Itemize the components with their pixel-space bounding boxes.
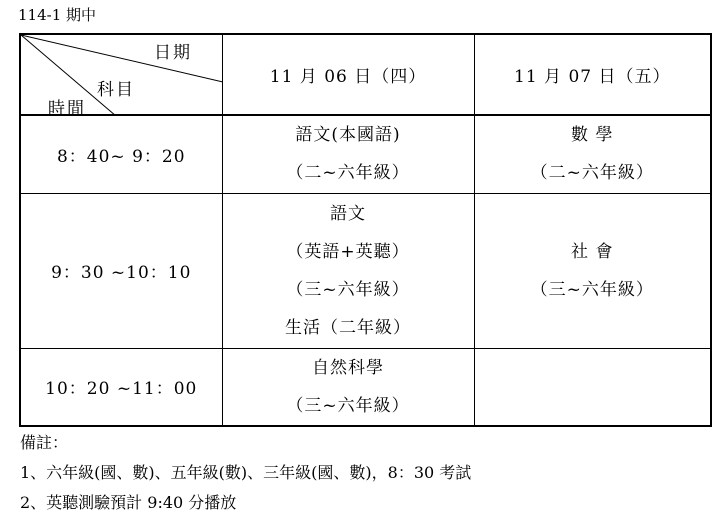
subject-line: 社 會 bbox=[571, 241, 614, 262]
notes-heading: 備註： bbox=[20, 433, 69, 452]
date-header-2: 11 月 07 日（五） bbox=[474, 34, 711, 115]
subject-line: （二~六年級） bbox=[286, 163, 410, 184]
table-row bbox=[20, 193, 711, 348]
date-header-1: 11 月 06 日（四） bbox=[222, 34, 474, 115]
time-cell: 10：20 ~11：00 bbox=[20, 348, 222, 426]
subject-line: 語文 bbox=[330, 203, 366, 224]
subject-cell bbox=[474, 193, 711, 348]
subject-cell bbox=[474, 115, 711, 193]
subject-corner-label: 科目 bbox=[97, 80, 135, 100]
empty-cell bbox=[474, 348, 711, 426]
table-row bbox=[20, 115, 711, 193]
note-item: 2、英聽測驗預計 9:40 分播放 bbox=[20, 493, 237, 512]
page-title: 114-1 期中 bbox=[18, 6, 97, 24]
subject-cell bbox=[222, 348, 474, 426]
exam-schedule-table bbox=[19, 33, 712, 427]
time-cell: 8：40~ 9：20 bbox=[20, 115, 222, 193]
subject-line: （二~六年級） bbox=[530, 163, 654, 184]
table-row bbox=[20, 348, 711, 426]
table-header-row bbox=[20, 34, 711, 115]
corner-header-cell bbox=[20, 34, 222, 119]
notes-section bbox=[20, 428, 471, 518]
subject-line: 語文(本國語) bbox=[295, 125, 401, 146]
time-corner-label: 時間 bbox=[48, 99, 86, 119]
subject-line: （三~六年級） bbox=[530, 279, 654, 300]
date-corner-label: 日期 bbox=[154, 43, 192, 63]
time-cell: 9：30 ~10：10 bbox=[20, 193, 222, 348]
subject-cell bbox=[222, 193, 474, 348]
note-item: 1、六年級(國、數)、五年級(數)、三年級(國、數)，8：30 考試 bbox=[20, 463, 472, 482]
subject-line: （英語+英聽） bbox=[286, 241, 410, 262]
subject-line: 生活（二年級） bbox=[285, 317, 411, 338]
subject-line: 數 學 bbox=[571, 125, 614, 146]
subject-line: 自然科學 bbox=[312, 357, 384, 378]
subject-line: （三~六年級） bbox=[286, 279, 410, 300]
subject-line: （三~六年級） bbox=[286, 395, 410, 416]
subject-cell bbox=[222, 115, 474, 193]
